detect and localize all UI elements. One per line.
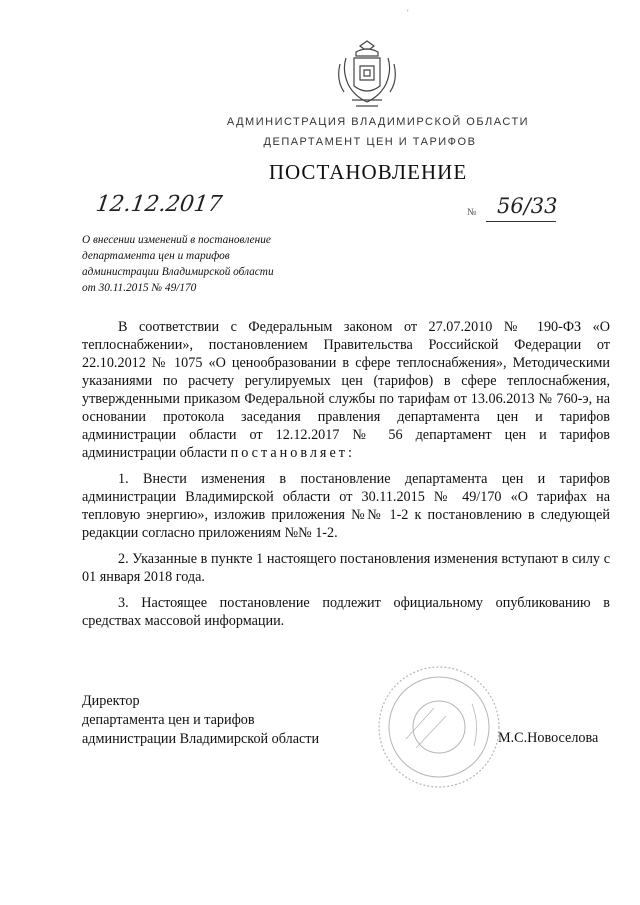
document-subject [82,232,342,296]
document-body [82,318,610,638]
subject-line: администрации Владимирской области [82,266,274,278]
intro-paragraph [82,318,610,462]
signatory-title-block [82,692,319,749]
organization-line-1: АДМИНИСТРАЦИЯ ВЛАДИМИРСКОЙ ОБЛАСТИ [226,116,530,128]
document-number: 56/33 [497,194,558,218]
item-1-paragraph: 1. Внести изменения в постановление департамента цен и тарифов администрации Владимирской области от 30.11.2015 № 49/170 «О тарифах на тепловую энергию», изложив приложения №№ 1-2 к постановлению в следующей редакции согласно приложениям №№ 1-2. [82,471,610,541]
intro-text: В соответствии с Федеральным законом от 27.07.2010 № 190-ФЗ «О теплоснабжении», постановлением Правительства Российской Федерации от 22.10.2012 № 1075 «О ценообразовании в сфере теплоснабжения», Методическими указаниями по расчету регулируемых цен (тарифов) в сфере теплоснабжения, утвержденными приказом Федеральной службы по тарифам от 13.06.2013 № 760-э, на основании протокола заседания правления департамента цен и тарифов администрации области от 12.12.2017 № 56 департамент цен и тарифов администрации области [82,319,610,461]
decree-word: постановляет: [230,445,355,461]
subject-line: О внесении изменений в постановление [82,234,271,246]
item-2-paragraph: 2. Указанные в пункте 1 настоящего постановления изменения вступают в силу с 01 января 2018 года. [82,551,610,585]
official-stamp [376,664,502,790]
subject-line: департамента цен и тарифов [82,250,230,262]
number-label: № [467,207,477,218]
document-date: 12.12.2017 [94,192,224,217]
document-type-title: ПОСТАНОВЛЕНИЕ [268,160,468,184]
signatory-administration: администрации Владимирской области [82,731,320,747]
item-3-paragraph: 3. Настоящее постановление подлежит официальному опубликованию в средствах массовой информации. [82,595,610,629]
signatory-department: департамента цен и тарифов [82,712,255,728]
signatory-name: М.С.Новоселова [498,730,599,746]
signatory-position: Директор [82,693,140,709]
coat-of-arms-emblem [334,40,400,112]
number-underline [486,221,556,222]
organization-line-2: ДЕПАРТАМЕНТ ЦЕН И ТАРИФОВ [263,136,477,148]
subject-line: от 30.11.2015 № 49/170 [82,282,197,294]
corner-mark: ' [407,8,409,18]
